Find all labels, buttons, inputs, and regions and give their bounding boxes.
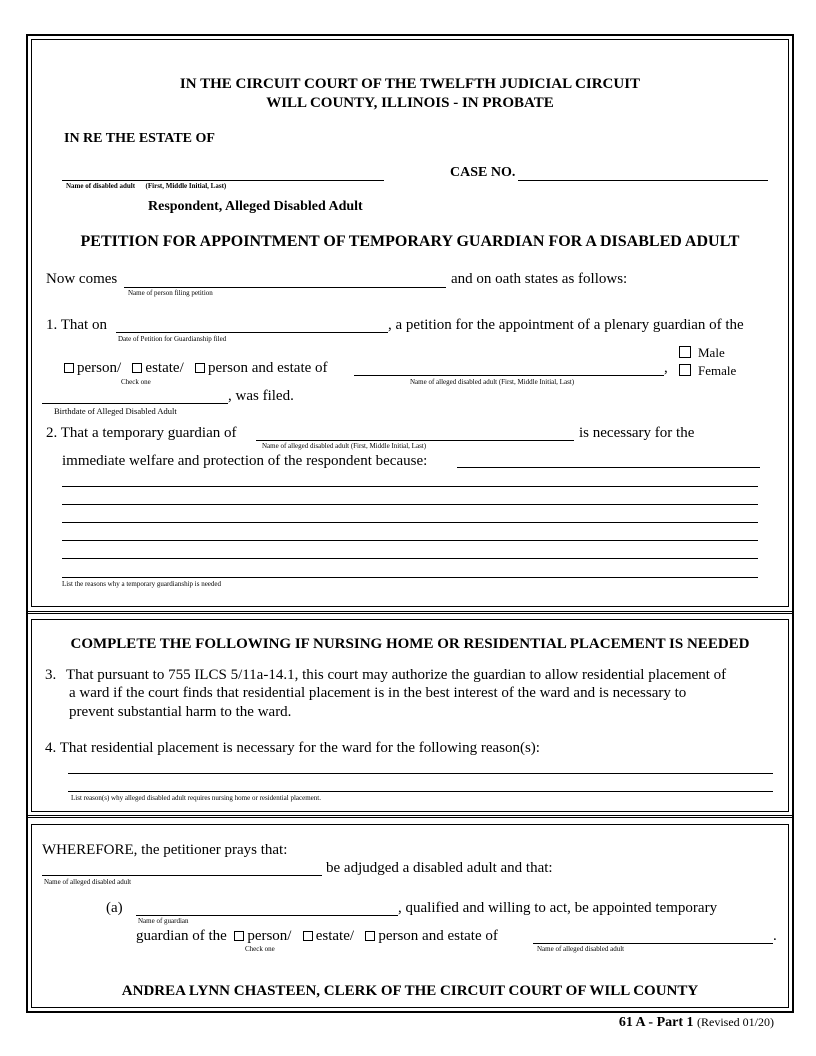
guardian-checkbox-both[interactable] (365, 931, 375, 941)
item2-name-caption: Name of alleged disabled adult (First, Middle Initial, Last) (262, 442, 427, 450)
item1-petition-text: , a petition for the appointment of a plenary guardian of the (388, 317, 744, 333)
guardian-check-one-caption: Check one (245, 945, 275, 953)
guardian-name-caption: Name of guardian (138, 917, 189, 925)
guardian-ward-name-field[interactable] (533, 943, 773, 944)
item2-name-field[interactable] (256, 440, 574, 441)
checkbox-person[interactable] (64, 363, 74, 373)
checkbox-female[interactable] (679, 364, 691, 376)
petition-title: PETITION FOR APPOINTMENT OF TEMPORARY GUARDIAN FOR A DISABLED ADULT (80, 233, 740, 250)
guardian-checkbox-person[interactable] (234, 931, 244, 941)
petition-date-caption: Date of Petition for Guardianship filed (118, 335, 227, 343)
item3-line1: That pursuant to 755 ILCS 5/11a-14.1, this court may authorize the guardian to allow residential placement of (66, 667, 727, 683)
guardian-ward-name-caption: Name of alleged disabled adult (537, 945, 625, 953)
clause-a-label: (a) (106, 900, 123, 916)
section-divider-1 (26, 611, 794, 614)
guardian-person-label: person/ (247, 928, 292, 944)
adjudged-text: be adjudged a disabled adult and that: (326, 860, 553, 876)
form-part: - Part 1 (644, 1015, 694, 1030)
item3-line2: a ward if the court finds that residential placement is in the best interest of the ward and is necessary to (69, 685, 687, 701)
checkbox-male[interactable] (679, 346, 691, 358)
reason-line-3[interactable] (62, 522, 758, 523)
case-no-label: CASE NO. (450, 165, 516, 180)
reason-line-6[interactable] (62, 577, 758, 578)
item4-reason-line-1[interactable] (68, 773, 773, 774)
now-comes-label: Now comes (46, 271, 118, 287)
disabled-adult-name-field[interactable] (354, 375, 664, 376)
form-footer (619, 1015, 774, 1031)
guardian-period: . (773, 928, 777, 944)
item2-text-line2: immediate welfare and protection of the respondent because: (62, 453, 428, 469)
wherefore-name-field[interactable] (42, 875, 322, 876)
respondent-name-field[interactable] (62, 180, 384, 181)
reason-line-2[interactable] (62, 504, 758, 505)
disabled-adult-name-caption: Name of alleged disabled adult (First, Middle Initial, Last) (410, 378, 575, 386)
form-id: 61 A (618, 1015, 645, 1030)
reasons-caption: List the reasons why a temporary guardianship is needed (62, 580, 222, 588)
petitioner-name-caption: Name of person filing petition (128, 289, 213, 297)
item3-line3: prevent substantial harm to the ward. (69, 704, 292, 720)
reason-line-4[interactable] (62, 540, 758, 541)
in-re-label: IN RE THE ESTATE OF (64, 131, 215, 146)
case-no-field[interactable] (518, 180, 768, 181)
birthdate-field[interactable] (42, 403, 228, 404)
item4-text: 4. That residential placement is necessary for the ward for the following reason(s): (45, 740, 540, 756)
checkbox-person-and-estate[interactable] (195, 363, 205, 373)
petition-date-field[interactable] (116, 332, 388, 333)
item2-text-b: is necessary for the (579, 425, 695, 441)
female-label: Female (698, 363, 737, 378)
item4-reason-line-2[interactable] (68, 791, 773, 792)
option-estate-label: estate/ (145, 360, 184, 376)
guardian-name-field[interactable] (136, 915, 398, 916)
reason-line-1[interactable] (62, 486, 758, 487)
item3-number: 3. (45, 667, 57, 683)
male-label: Male (698, 345, 725, 360)
checkbox-estate[interactable] (132, 363, 142, 373)
item1-options (64, 360, 328, 377)
birthdate-caption: Birthdate of Alleged Disabled Adult (54, 406, 177, 416)
reason-line-0[interactable] (457, 467, 760, 468)
option-both-label: person and estate of (208, 360, 328, 376)
item1-check-one-caption: Check one (121, 378, 151, 386)
item1-that-on: 1. That on (46, 317, 107, 333)
court-name: IN THE CIRCUIT COURT OF THE TWELFTH JUDICIAL CIRCUIT (179, 76, 641, 92)
section-divider-2 (26, 815, 794, 818)
guardian-checkbox-estate[interactable] (303, 931, 313, 941)
option-person-label: person/ (77, 360, 122, 376)
was-filed-text: , was filed. (228, 388, 294, 404)
item1-comma: , (664, 360, 668, 376)
item2-text-a: 2. That a temporary guardian of (46, 425, 237, 441)
residential-heading: COMPLETE THE FOLLOWING IF NURSING HOME OR RESIDENTIAL PLACEMENT IS NEEDED (70, 636, 750, 652)
wherefore-name-caption: Name of alleged disabled adult (44, 878, 132, 886)
guardian-options (136, 928, 498, 945)
guardian-of-label: guardian of the (136, 928, 227, 944)
court-location: WILL COUNTY, ILLINOIS - IN PROBATE (266, 95, 554, 111)
respondent-label: Respondent, Alleged Disabled Adult (148, 199, 363, 214)
respondent-name-caption: Name of disabled adult (First, Middle Initial, Last) (66, 182, 227, 190)
clause-a-text: , qualified and willing to act, be appointed temporary (398, 900, 718, 916)
clerk-name: ANDREA LYNN CHASTEEN, CLERK OF THE CIRCUIT COURT OF WILL COUNTY (121, 983, 699, 999)
oath-text: and on oath states as follows: (451, 271, 628, 287)
guardian-estate-label: estate/ (315, 928, 355, 944)
reason-line-5[interactable] (62, 558, 758, 559)
wherefore-text: WHEREFORE, the petitioner prays that: (42, 842, 288, 858)
form-revised: (Revised 01/20) (697, 1015, 774, 1029)
item4-caption: List reason(s) why alleged disabled adult requires nursing home or residential placement. (71, 794, 321, 802)
petitioner-name-field[interactable] (124, 287, 446, 288)
guardian-both-label: person and estate of (378, 928, 498, 944)
